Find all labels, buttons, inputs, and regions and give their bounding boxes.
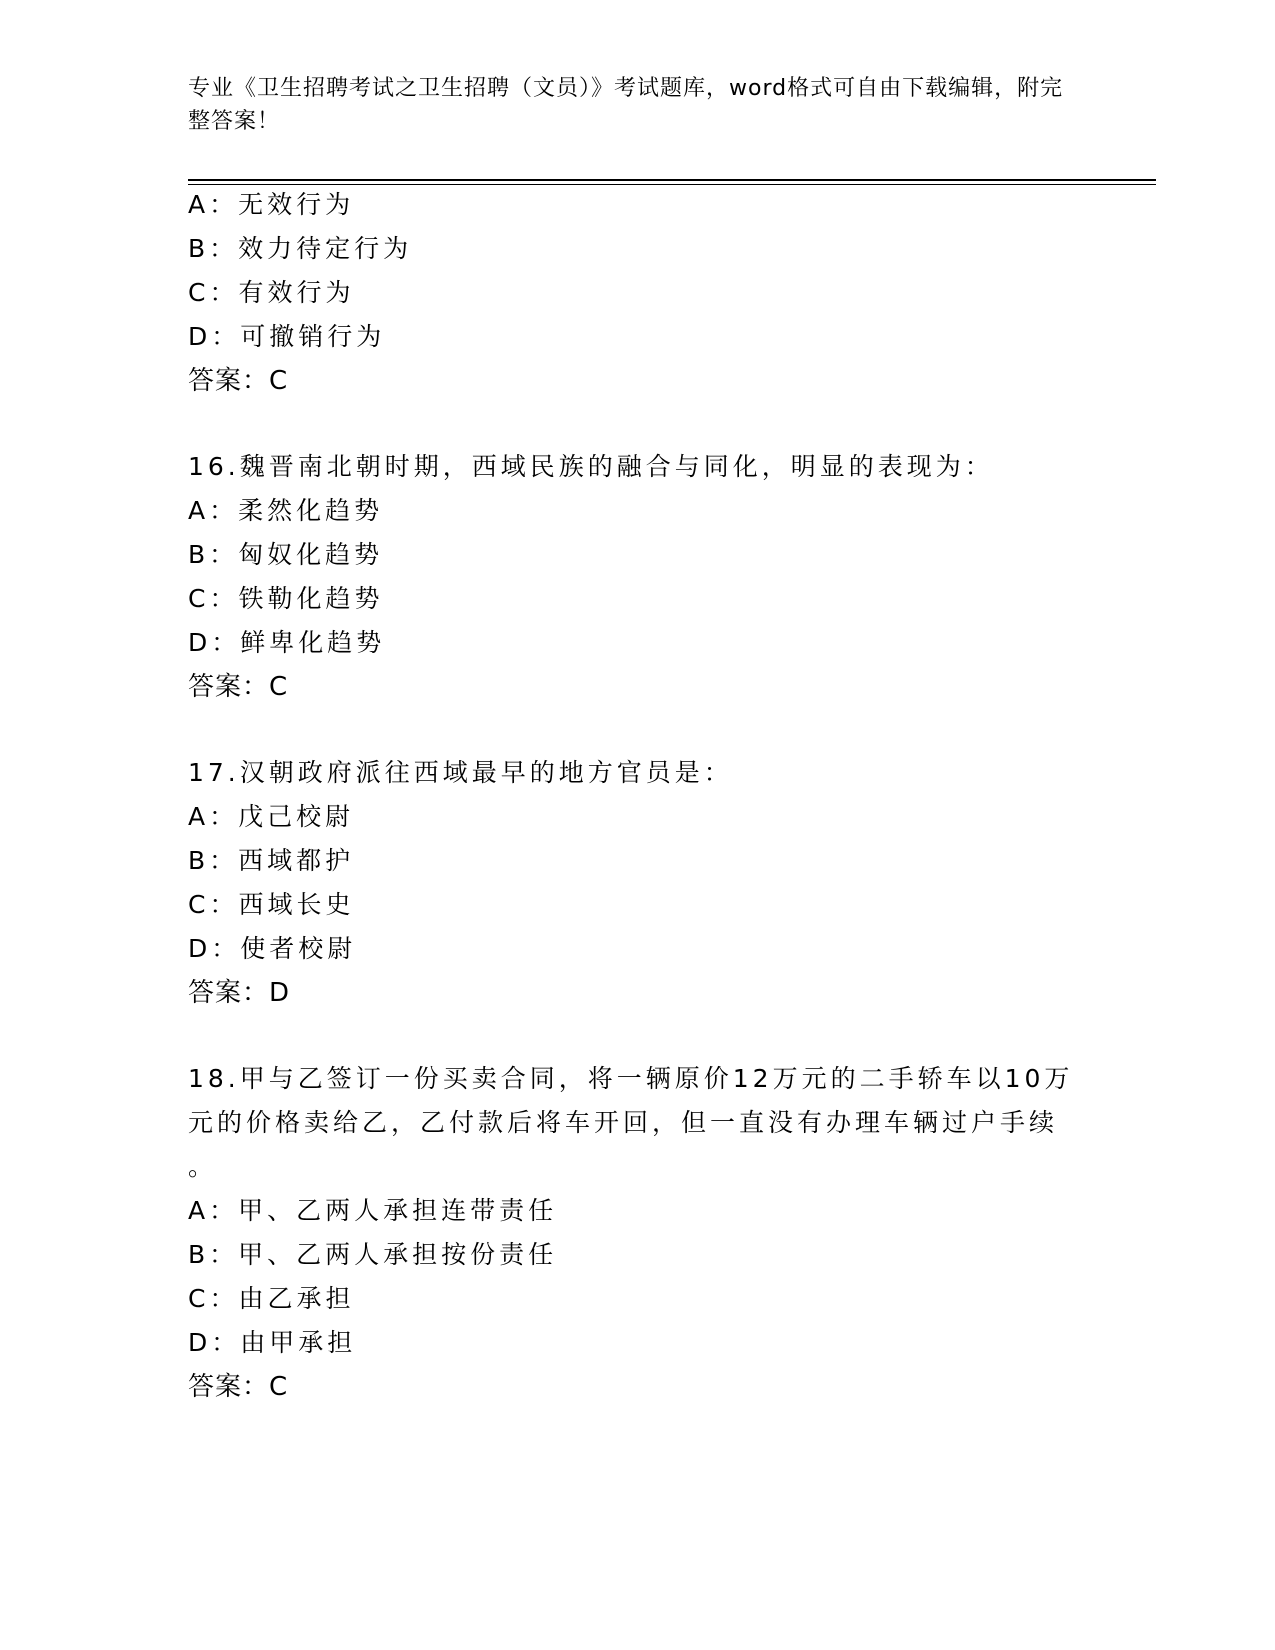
q15-option-a: A：无效行为 <box>188 190 355 219</box>
header-divider-thin <box>188 184 1156 185</box>
q18-option-c: C：由乙承担 <box>188 1284 355 1313</box>
q15-answer: 答案：C <box>188 366 289 396</box>
q18-stem-line-3: 。 <box>188 1152 218 1181</box>
q16-stem: 16.魏晋南北朝时期，西域民族的融合与同化，明显的表现为： <box>188 452 994 481</box>
q18-answer: 答案：C <box>188 1372 289 1402</box>
q17-stem: 17.汉朝政府派往西域最早的地方官员是： <box>188 758 733 787</box>
document-header: 专业《卫生招聘考试之卫生招聘（文员）》考试题库，word格式可自由下载编辑，附完整答案！ <box>188 76 1064 134</box>
q17-answer: 答案：D <box>188 978 291 1008</box>
q16-option-a: A：柔然化趋势 <box>188 496 384 525</box>
q17-option-b: B：西域都护 <box>188 846 355 875</box>
q16-option-c: C：铁勒化趋势 <box>188 584 384 613</box>
q15-option-b: B：效力待定行为 <box>188 234 413 263</box>
q18-stem-line-1: 18.甲与乙签订一份买卖合同，将一辆原价12万元的二手轿车以10万 <box>188 1064 1074 1093</box>
q17-option-a: A：戊己校尉 <box>188 802 355 831</box>
q15-option-d: D：可撤销行为 <box>188 322 386 351</box>
header-divider-thick <box>188 179 1156 181</box>
q16-option-b: B：匈奴化趋势 <box>188 540 384 569</box>
q18-option-d: D：由甲承担 <box>188 1328 357 1357</box>
q16-option-d: D：鲜卑化趋势 <box>188 628 386 657</box>
q17-option-c: C：西域长史 <box>188 890 355 919</box>
q17-option-d: D：使者校尉 <box>188 934 357 963</box>
q18-stem-line-2: 元的价格卖给乙，乙付款后将车开回，但一直没有办理车辆过户手续 <box>188 1108 1059 1137</box>
q18-option-b: B：甲、乙两人承担按份责任 <box>188 1240 558 1269</box>
q15-option-c: C：有效行为 <box>188 278 355 307</box>
q18-option-a: A：甲、乙两人承担连带责任 <box>188 1196 558 1225</box>
q16-answer: 答案：C <box>188 672 289 702</box>
